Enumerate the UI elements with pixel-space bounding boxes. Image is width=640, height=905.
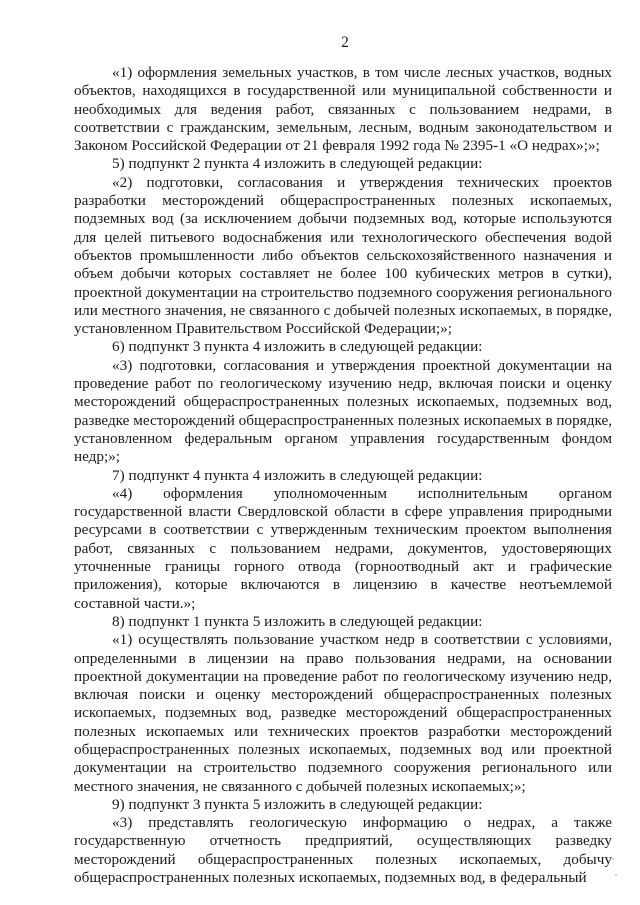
amendment-5-heading: 5) подпункт 2 пункта 4 изложить в следующей редакции: xyxy=(112,155,483,173)
paragraph-item-1-subsoil-use: «1) осуществлять пользование участком недр в соответствии с условиями, определенными в лицензии на право пользования недрами, на основании проектной документации на проведение работ по геологическому изучению недр, включая поиски и оценку месторождений общераспространенных полезных ископаемых, подземных вод, разведке месторождений общераспространенных полезных ископаемых или технических проектов разработки месторождений общераспространенных полезных ископаемых, подземных вод или проектной документации на строительство подземного сооружения регионального или местного значения, не связанного с добычей полезных ископаемых;»; xyxy=(74,631,612,795)
paragraph-item-3-geological-information: «3) представлять геологическую информацию о недрах, а также государственную отчетность предприятий, осуществляющих разведку месторождений общераспространенных полезных ископаемых, добычу общераспространенных полезных ископаемых, подземных вод, в федеральный xyxy=(74,814,612,887)
scan-speck xyxy=(612,858,614,860)
paragraph-item-1-land-plots: «1) оформления земельных участков, в том числе лесных участков, водных объектов, находящихся в государственной или муниципальной собственности и необходимых для ведения работ, связанных с пользованием недрами, в соответствии с гражданским, земельным, лесным, водным законодательством и Законом Российской Федерации от 21 февраля 1992 года № 2395-1 «О недрах»;»; xyxy=(74,64,612,155)
paragraph-item-3-geological-study: «3) подготовки, согласования и утверждения проектной документации на проведение работ по геологическому изучению недр, включая поиски и оценку месторождений общераспространенных полезных ископаемых, подземных вод, разведке месторождений общераспространенных полезных ископаемых в порядке, установленном федеральным органом управления государственным фондом недр;»; xyxy=(74,356,612,466)
amendment-8-heading: 8) подпункт 1 пункта 5 изложить в следующей редакции: xyxy=(112,612,483,630)
paragraph-item-2-technical-projects: «2) подготовки, согласования и утверждения технических проектов разработки месторождений общераспространенных полезных ископаемых, подземных вод (за исключением добычи подземных вод, которые используются для целей питьевого водоснабжения или технологического обеспечения водой объектов промышленности либо объектов сельскохозяйственного назначения и объем добычи которых составляет не более 100 кубических метров в сутки), проектной документации на строительство подземного сооружения регионального или местного значения, не связанного с добычей полезных ископаемых, в порядке, установленном Правительством Российской Федерации;»; xyxy=(74,173,612,338)
amendment-6-heading: 6) подпункт 3 пункта 4 изложить в следующей редакции: xyxy=(112,338,483,356)
amendment-9-heading: 9) подпункт 3 пункта 5 изложить в следующей редакции: xyxy=(112,795,483,813)
amendment-7-heading: 7) подпункт 4 пункта 4 изложить в следующей редакции: xyxy=(112,466,483,484)
scan-speck xyxy=(615,874,617,876)
paragraph-item-4-mining-allotment: «4) оформления уполномоченным исполнительным органом государственной власти Свердловской области в сфере управления природными ресурсами в соответствии с утвержденным техническим проектом выполнения работ, связанных с пользованием недрами, документов, удостоверяющих уточненные границы горного отвода (горноотводный акт и графические приложения), которые включаются в лицензию в качестве неотъемлемой составной части.»; xyxy=(74,484,612,612)
page-number: 2 xyxy=(341,34,349,51)
document-body xyxy=(74,64,612,887)
